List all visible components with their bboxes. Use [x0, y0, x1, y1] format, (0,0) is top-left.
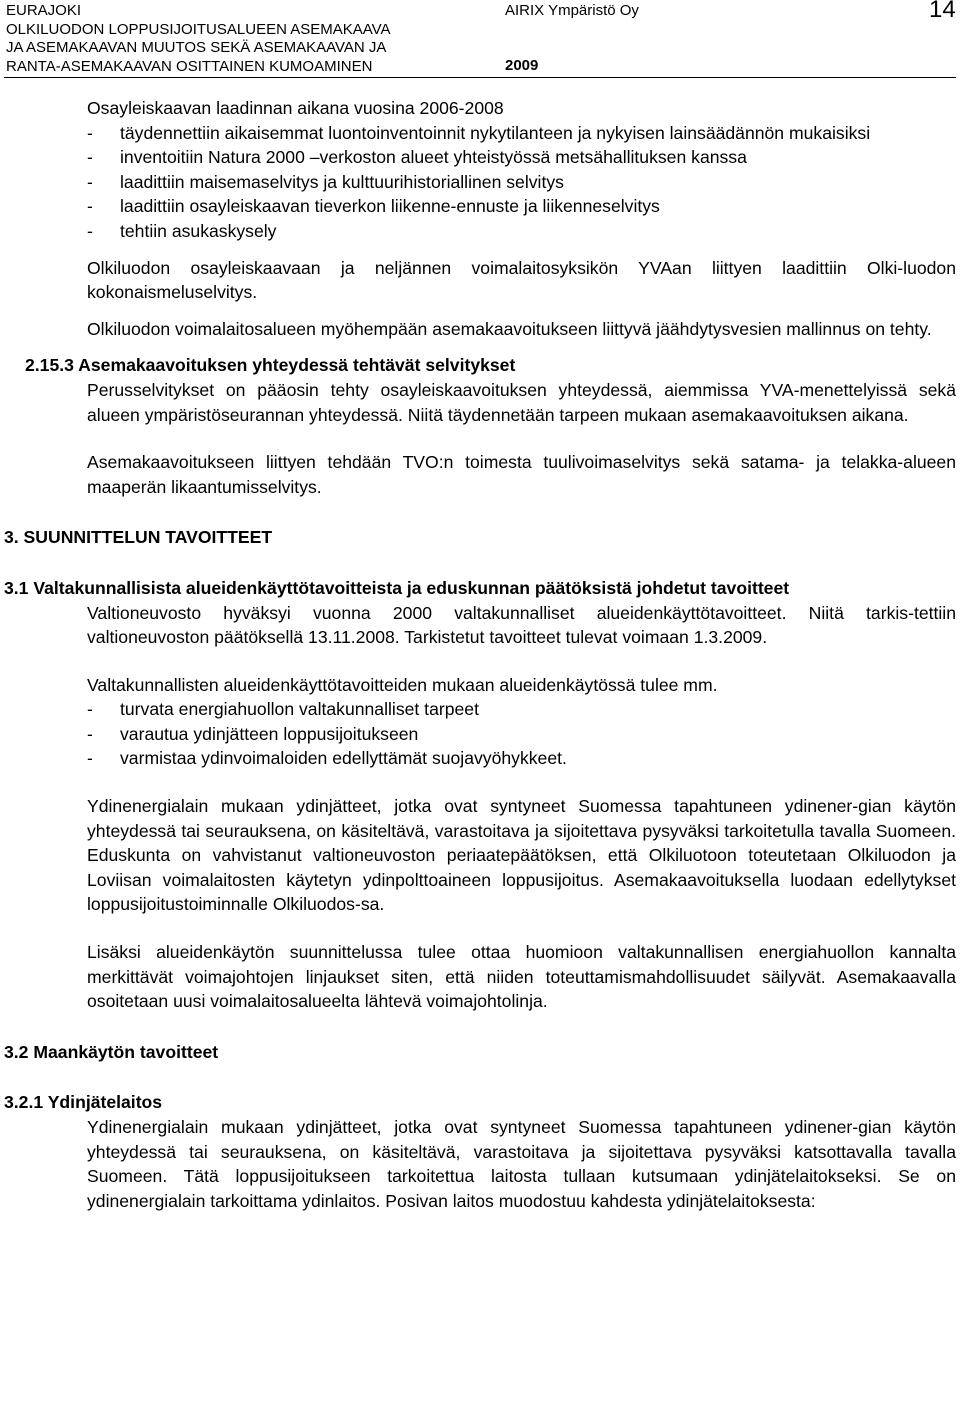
list-item-text: täydennettiin aikaisemmat luontoinventoinnit nykytilanteen ja nykyisen lainsäädännön mukaisiksi — [120, 122, 871, 143]
header-company: AIRIX Ympäristö Oy — [505, 2, 639, 19]
list-item — [87, 145, 956, 170]
paragraph: Valtioneuvosto hyväksyi vuonna 2000 valtakunnalliset alueidenkäyttötavoitteet. Niitä tarkis-tettiin valtioneuvoston päätöksellä 13.11.2008. Tarkistetut tavoitteet tulevat voimaan 1.3.2009. — [87, 602, 956, 648]
list-item — [87, 121, 956, 146]
paragraph: Ydinenergialain mukaan ydinjätteet, jotka ovat syntyneet Suomessa tapahtuneen ydinener-gian käytön yhteydessä tai seurauksena, on käsiteltävä, varastoitava ja sijoitettava pysyväksi tarkoitetulla tavalla Suomeen. Eduskunta on vahvistanut valtioneuvoston periaatepäätöksen, että Olkiluotoon toteutetaan Olkiluodon ja Loviisan voimalaitosten käytetyn ydinpolttoaineen loppusijoitus. Asemakaavoituksella luodaan edellytykset loppusijoitustoiminnalle Olkiluodos-sa. — [87, 796, 956, 915]
list-item — [87, 746, 956, 771]
header-divider — [4, 77, 956, 78]
section-title: Valtakunnallisista alueidenkäyttötavoitteista ja eduskunnan päätöksistä johdetut tavoitteet — [33, 577, 790, 598]
list-item-text: laadittiin osayleiskaavan tieverkon liikenne-ennuste ja liikenneselvitys — [120, 196, 660, 217]
paragraph: Asemakaavoitukseen liittyen tehdään TVO:n toimesta tuulivoimaselvitys sekä satama- ja telakka-alueen maaperän likaantumisselvitys. — [87, 452, 956, 497]
header-line: RANTA-ASEMAKAAVAN OSITTAINEN KUMOAMINEN — [6, 57, 373, 75]
list-dash: - — [87, 699, 93, 720]
chapter-heading: 3. SUUNNITTELUN TAVOITTEET — [4, 527, 273, 548]
intro-line: Osayleiskaavan laadinnan aikana vuosina 2006-2008 — [87, 98, 504, 118]
header-line: EURAJOKI — [6, 2, 82, 19]
header-document-title — [6, 2, 391, 76]
section-heading: 3.2 Maankäytön tavoitteet — [4, 1041, 219, 1062]
paragraph: Ydinenergialain mukaan ydinjätteet, jotka ovat syntyneet Suomessa tapahtuneen ydinener-gian käytön yhteydessä tai seurauksena, on käsiteltävä, varastoitava ja sijoitettava pysyväksi katsottavalla tavalla Suomeen. Tätä loppusijoitukseen tarkoitettua laitosta tullaan kutsumaan ydinjätelaitokseksi. Se on ydinenergialain tarkoittama ydinlaitos. Posivan laitos muodostuu kahdesta ydinjätelaitoksesta: — [87, 1117, 956, 1211]
list-item-text: varautua ydinjätteen loppusijoitukseen — [120, 723, 419, 744]
page-number: 14 — [929, 0, 956, 23]
header-line: JA ASEMAKAAVAN MUUTOS SEKÄ ASEMAKAAVAN JA — [6, 39, 387, 56]
list-dash: - — [87, 171, 93, 192]
list-dash: - — [87, 220, 93, 241]
paragraph: Lisäksi alueidenkäytön suunnittelussa tulee ottaa huomioon valtakunnallisen energiahuollon kannalta merkittävät voimajohtojen linjaukset siten, että niiden toteuttamismahdollisuudet säilyvät. Asemakaavalla osoitetaan uusi voimalaitosalueelta lähtevä voimajohtolinja. — [87, 942, 956, 1012]
list-item — [87, 194, 956, 219]
list-item — [87, 722, 956, 747]
header-year: 2009 — [505, 57, 539, 74]
list-item — [87, 219, 956, 244]
list-item-text: turvata energiahuollon valtakunnalliset tarpeet — [120, 699, 479, 720]
paragraph: Olkiluodon osayleiskaavaan ja neljännen voimalaitosyksikön YVAan liittyen laadittiin Olki-luodon kokonaismeluselvitys. — [87, 257, 956, 303]
subsection-heading: 3.2.1 Ydinjätelaitos — [4, 1092, 163, 1113]
section-title: Asemakaavoituksen yhteydessä tehtävät selvitykset — [78, 355, 516, 376]
list-item-text: varmistaa ydinvoimaloiden edellyttämät suojavyöhykkeet. — [120, 748, 567, 769]
list-dash: - — [87, 147, 93, 168]
list-item-text: tehtiin asukaskysely — [120, 220, 277, 241]
section-number: 2.15.3 — [25, 355, 74, 376]
list-dash: - — [87, 196, 93, 217]
section-number: 3.1 — [4, 577, 29, 598]
paragraph: Perusselvitykset on pääosin tehty osayleiskaavoituksen yhteydessä, aiemmissa YVA-menettelyissä sekä alueen ympäristöseurannan yhteydessä. Niitä täydennetään tarpeen mukaan asemakaavoituksen aikana. — [87, 379, 956, 425]
paragraph: Olkiluodon voimalaitosalueen myöhempään asemakaavoitukseen liittyvä jäähdytysvesien mallinnus on tehty. — [87, 318, 932, 339]
list-dash: - — [87, 122, 93, 143]
header-line: OLKILUODON LOPPUSIJOITUSALUEEN ASEMAKAAVA — [6, 20, 391, 38]
list-item-text: inventoitiin Natura 2000 –verkoston alueet yhteistyössä metsähallituksen kanssa — [120, 147, 747, 168]
list-item-text: laadittiin maisemaselvitys ja kulttuurihistoriallinen selvitys — [120, 171, 564, 192]
paragraph: Valtakunnallisten alueidenkäyttötavoitteiden mukaan alueidenkäytössä tulee mm. — [87, 674, 718, 695]
page-header — [0, 0, 960, 84]
section-heading — [4, 576, 960, 601]
list-dash: - — [87, 723, 93, 744]
section-heading — [25, 353, 898, 378]
document-body — [0, 96, 960, 1213]
list-item — [87, 170, 956, 195]
list-item — [87, 697, 956, 722]
list-dash: - — [87, 748, 93, 769]
